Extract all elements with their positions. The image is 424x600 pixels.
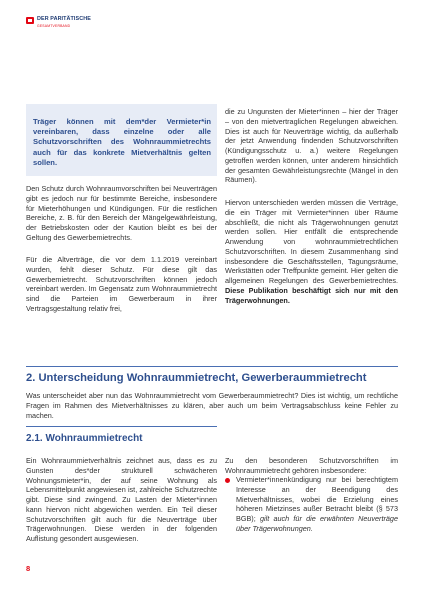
section-2-rule bbox=[26, 366, 398, 367]
left-paragraph-2: Für die Altverträge, die vor dem 1.1.2019 vereinbart wurden, fehlt dieser Schutz. Für diese gilt das Gewerbemietrecht. Schutzvorschriften können jedoch vereinbart werden. Im Gegensatz zum Wohnraummietrecht sind die Parteien im Gewerberaum in ihrer Vertragsgestaltung relativ frei, bbox=[26, 255, 217, 313]
bullet-item-note: gilt auch für die erwähnten Neuverträge über Trägerwohnungen. bbox=[236, 514, 398, 533]
section-2-intro: Was unterscheidet aber nun das Wohnraummietrecht vom Gewerberaummietrecht? Dies ist wichtig, um rechtliche Fragen im Rahmen des Mietverhältnisses zu klären, aber auch um beim Vertragsabschluss keine Fehler zu machen. bbox=[26, 391, 398, 420]
publisher-logo bbox=[26, 14, 106, 32]
right-paragraph-1: die zu Ungunsten der Mieter*innen – hier der Träger – von den mietvertraglichen Regelungen abweichen. Dies ist auch für Neuverträge wichtig, da außerhalb der jetzt Anwendung findenden Schutzvorschriften (Kündigungsschutz u. a.) weitere Regelungen getroffen werden können, unter anderem hinsichtlich der gesamten Gewährleistungsrechte (Mängel in den Räumen). bbox=[225, 107, 398, 185]
right-paragraph-2-text: Hiervon unterschieden werden müssen die Verträge, die ein Träger mit Vermieter*innen über Räume abschließt, die nicht als Trägerwohnungen genutzt werden sollen. Hier entfällt die entsprechende Anwendung von wohnraummietrechtlichen Schutzvorschriften. In diesem Zusammenhang sind insbesondere die Geschäftsstellen, Tagungsräume, Werkstätten oder Treffpunkte gemeint. Hier gelten die allgemeinen Regelungen des Gewerbemietrechtes. bbox=[225, 198, 398, 285]
section-21-left-paragraph: Ein Wohnraummietverhältnis zeichnet aus, dass es zu Gunsten des*der strukturell schwächeren Wohnungsmieter*in, der auf seine Wohnung als Lebensmittelpunkt angewiesen ist, zahlreiche Schutzrechte gibt. Diese sind zwingend. Zu Lasten der Mieter*innen kann hiervon nicht abgewichen werden. Ein Teil dieser Schutzvorschriften gilt auch für die Neuverträge über Trägerwohnungen. Diese werden in der folgenden Auflistung gesondert ausgewiesen. bbox=[26, 456, 217, 543]
section-2-heading: 2. Unterscheidung Wohnraummietrecht, Gewerberaummietrecht bbox=[26, 372, 367, 384]
logo-mark-icon bbox=[26, 17, 34, 24]
left-paragraph-1: Den Schutz durch Wohnraumvorschriften bei Neuverträgen gibt es jedoch nur für bestimmte Bereiche, insbesondere für Mieterhöhungen und Kündigungen. Für die restlichen Bereiche, z. B. für den Bereich der Mängelgewährleistung, der Betriebskosten oder der Kaution bleibt es bei der Geltung des Gewerbemietrechts. bbox=[26, 184, 217, 242]
logo-subtitle: GESAMTVERBAND bbox=[37, 23, 71, 28]
bullet-item bbox=[236, 475, 398, 534]
bullet-icon bbox=[225, 478, 230, 483]
logo-name: DER PARITÄTISCHE bbox=[37, 16, 91, 22]
bullet-item-text: Vermieter*innenkündigung nur bei berechtigtem Interesse an der Beendigung des Mietverhältnisses, wobei die Erzielung eines höheren Mietzinses außer Betracht bleibt (§ 573 BGB); bbox=[236, 475, 398, 523]
section-21-heading: 2.1. Wohnraummietrecht bbox=[26, 433, 143, 444]
section-21-right-intro: Zu den besonderen Schutzvorschriften im Wohnraummietrecht gehören insbesondere: bbox=[225, 456, 398, 475]
section-21-rule bbox=[26, 426, 217, 427]
highlight-box-text: Träger können mit dem*der Vermieter*in vereinbaren, dass einzelne oder alle Schutzvorschriften des Wohnraummietrechts auch für das konkrete Mietverhältnis gelten sollen. bbox=[33, 117, 211, 167]
right-paragraph-2-emphasis: Diese Publikation beschäftigt sich nur mit den Trägerwohnungen. bbox=[225, 285, 398, 305]
page-number: 8 bbox=[26, 564, 31, 573]
right-paragraph-2 bbox=[225, 198, 398, 305]
